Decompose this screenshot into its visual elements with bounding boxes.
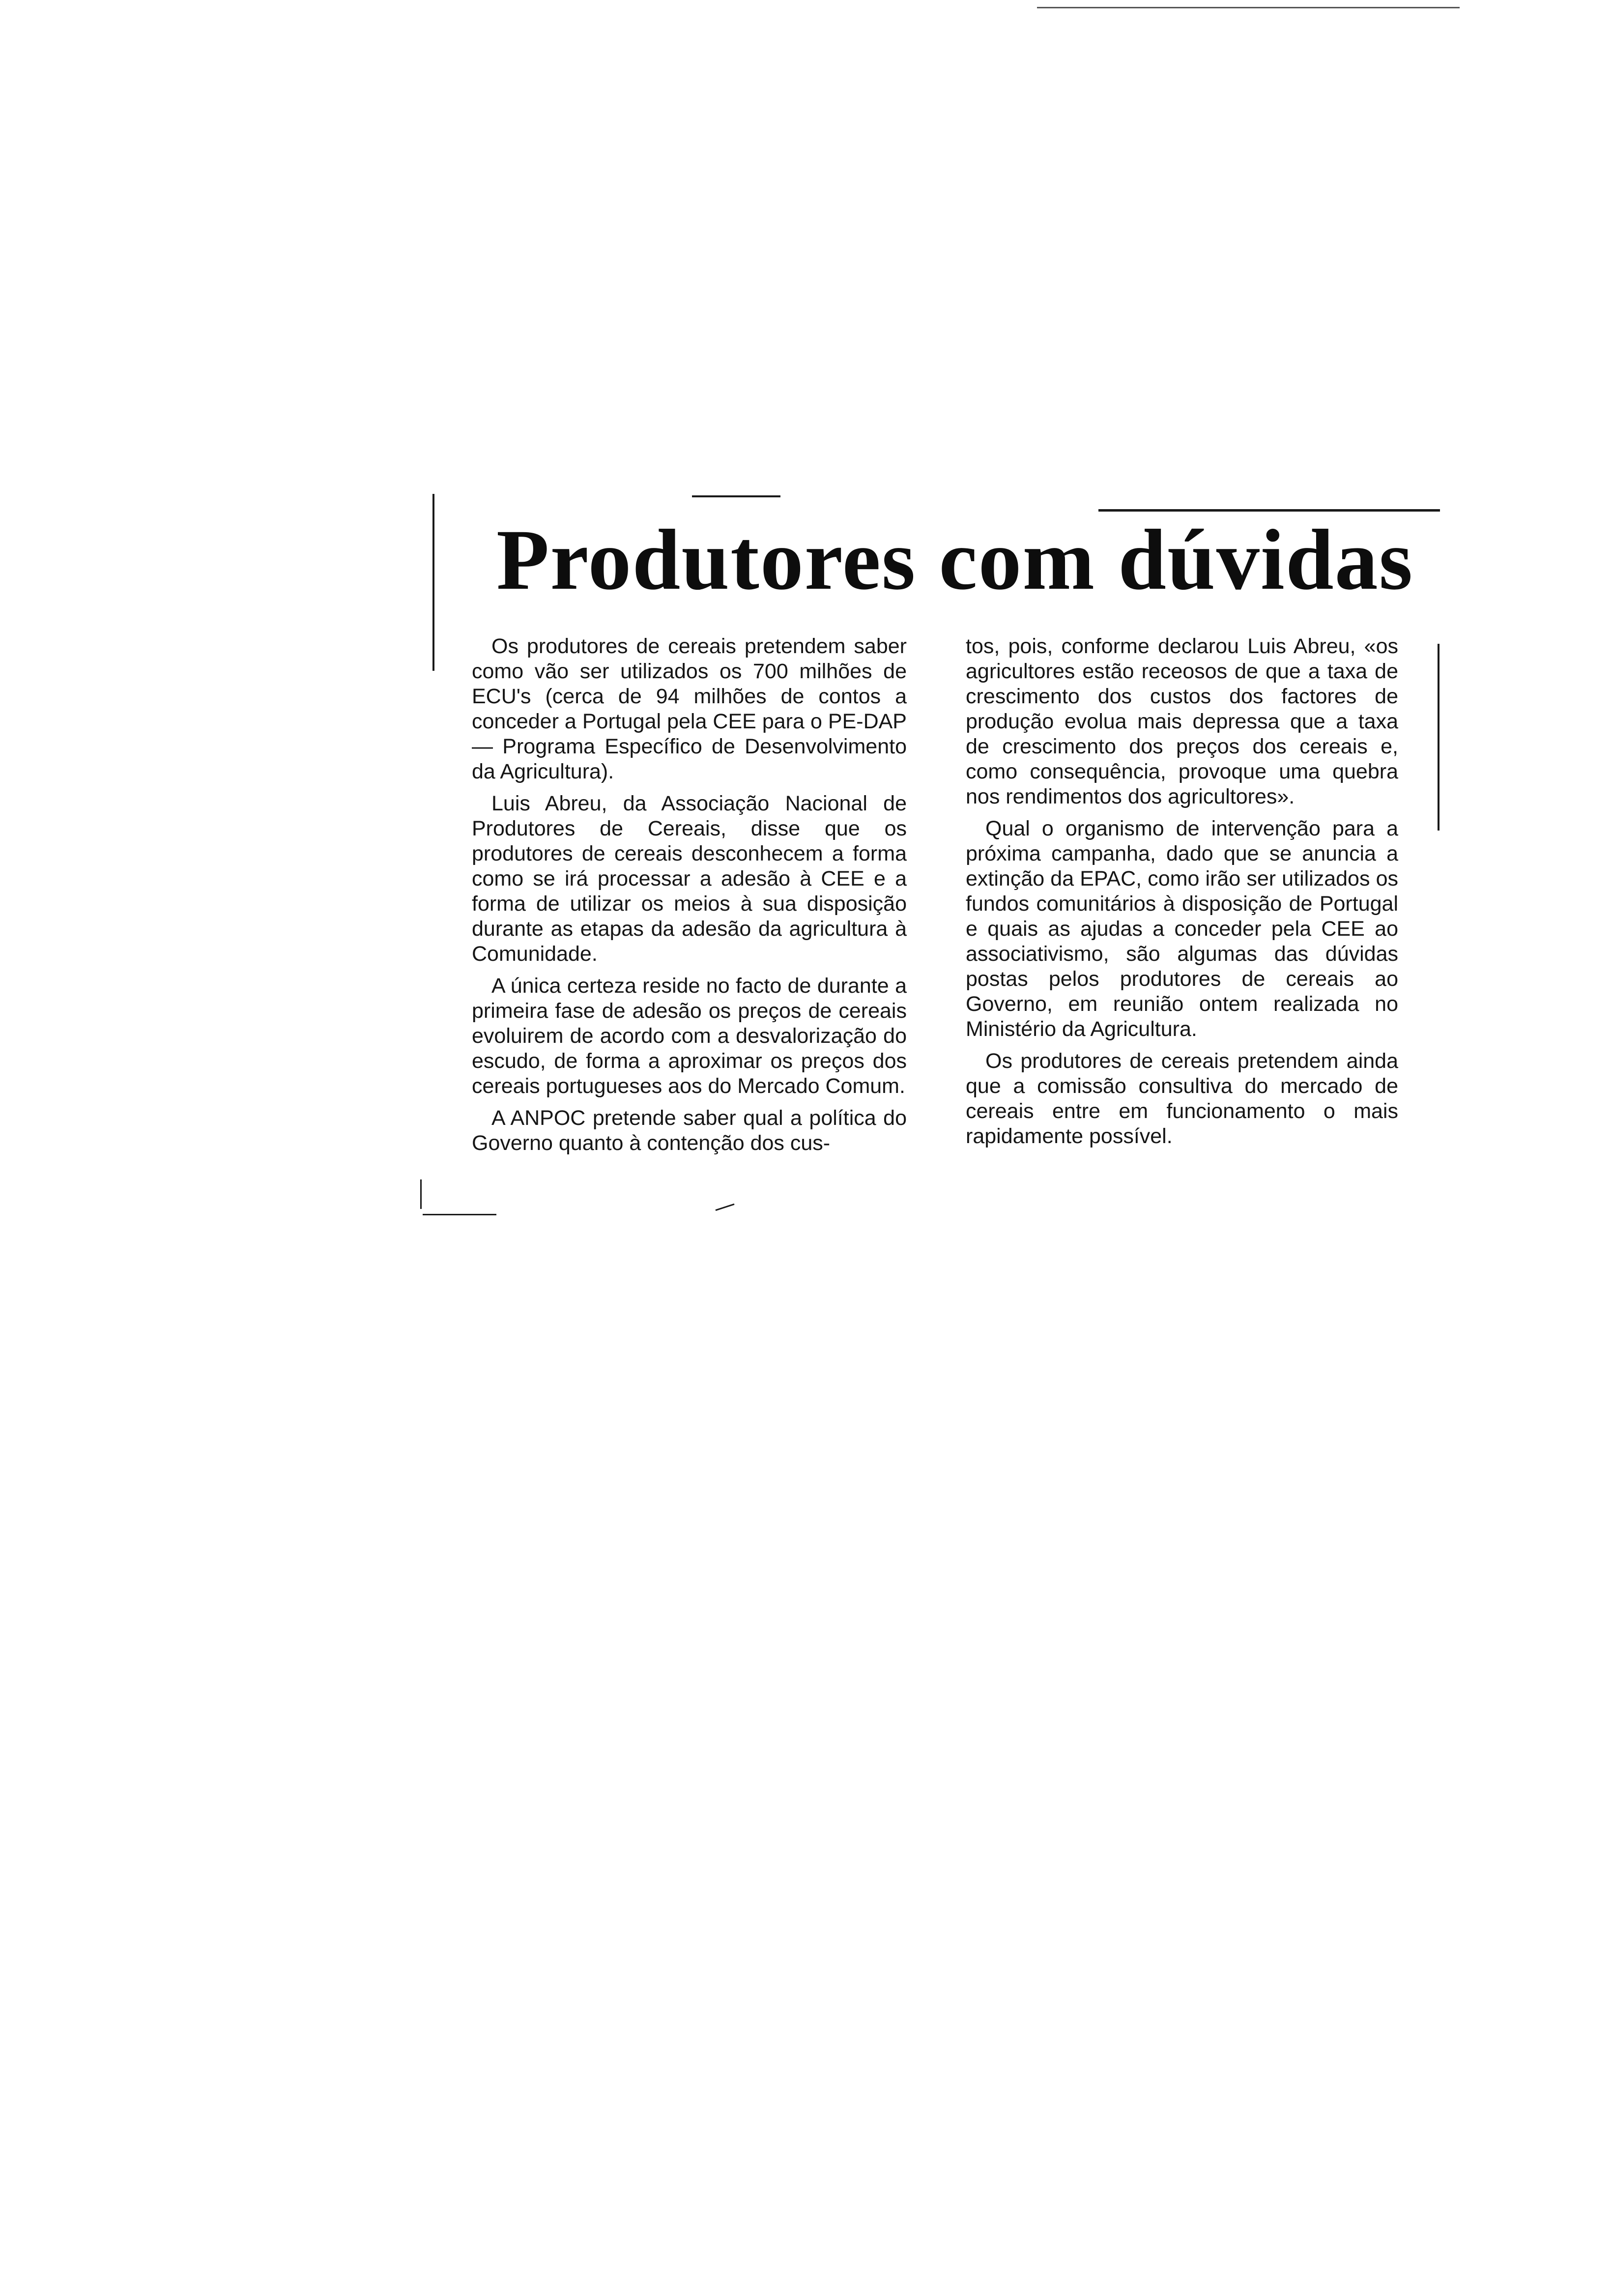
left-paragraph-1: Os produtores de cereais pretendem saber como vão ser utilizados os 700 milhões de ECU's (cerca de 94 milhões de contos a conceder a Portugal pela CEE para o PE-DAP — Programa Específico de Desenvolvimento da Agricultura).: [472, 634, 907, 783]
top-edge-rule: [1037, 7, 1460, 8]
right-paragraph-1: tos, pois, conforme declarou Luis Abreu, «os agricultores estão receosos de que a taxa de crescimento dos custos dos factores de produção evolua mais depressa que a taxa de crescimento dos preços dos cereais e, como consequência, provoque uma quebra nos rendimentos dos agricultores».: [966, 634, 1398, 808]
left-paragraph-3: A única certeza reside no facto de durante a primeira fase de adesão os preços de cereais evoluirem de acordo com a desvalorização do escudo, de forma a aproximar os preços dos cereais portugueses aos do Mercado Comum.: [472, 974, 907, 1098]
article-left-column: [472, 634, 907, 1163]
bottom-dash: [716, 1204, 735, 1211]
article-headline: Produtores com dúvidas: [496, 512, 1414, 608]
headline-rule-left: [692, 495, 780, 497]
bottom-left-rule: [423, 1214, 496, 1215]
article-right-column: [966, 634, 1398, 1156]
right-border-line: [1438, 644, 1439, 831]
left-paragraph-4: A ANPOC pretende saber qual a política do Governo quanto à contenção dos cus-: [472, 1106, 907, 1155]
right-paragraph-3: Os produtores de cereais pretendem ainda que a comissão consultiva do mercado de cereais entre em funcionamento o mais rapidamente possível.: [966, 1049, 1398, 1148]
left-bottom-tick: [420, 1179, 422, 1209]
left-border-line: [432, 494, 434, 671]
left-paragraph-2: Luis Abreu, da Associação Nacional de Produtores de Cereais, disse que os produtores de cereais desconhecem a forma como se irá processar a adesão à CEE e a forma de utilizar os meios à sua disposição durante as etapas da adesão da agricultura à Comunidade.: [472, 792, 907, 966]
right-paragraph-2: Qual o organismo de intervenção para a próxima campanha, dado que se anuncia a extinção da EPAC, como irão ser utilizados os fundos comunitários à disposição de Portugal e quais as ajudas a conceder pela CEE ao associativismo, são algumas das dúvidas postas pelos produtores de cereais ao Governo, em reunião ontem realizada no Ministério da Agricultura.: [966, 817, 1398, 1041]
